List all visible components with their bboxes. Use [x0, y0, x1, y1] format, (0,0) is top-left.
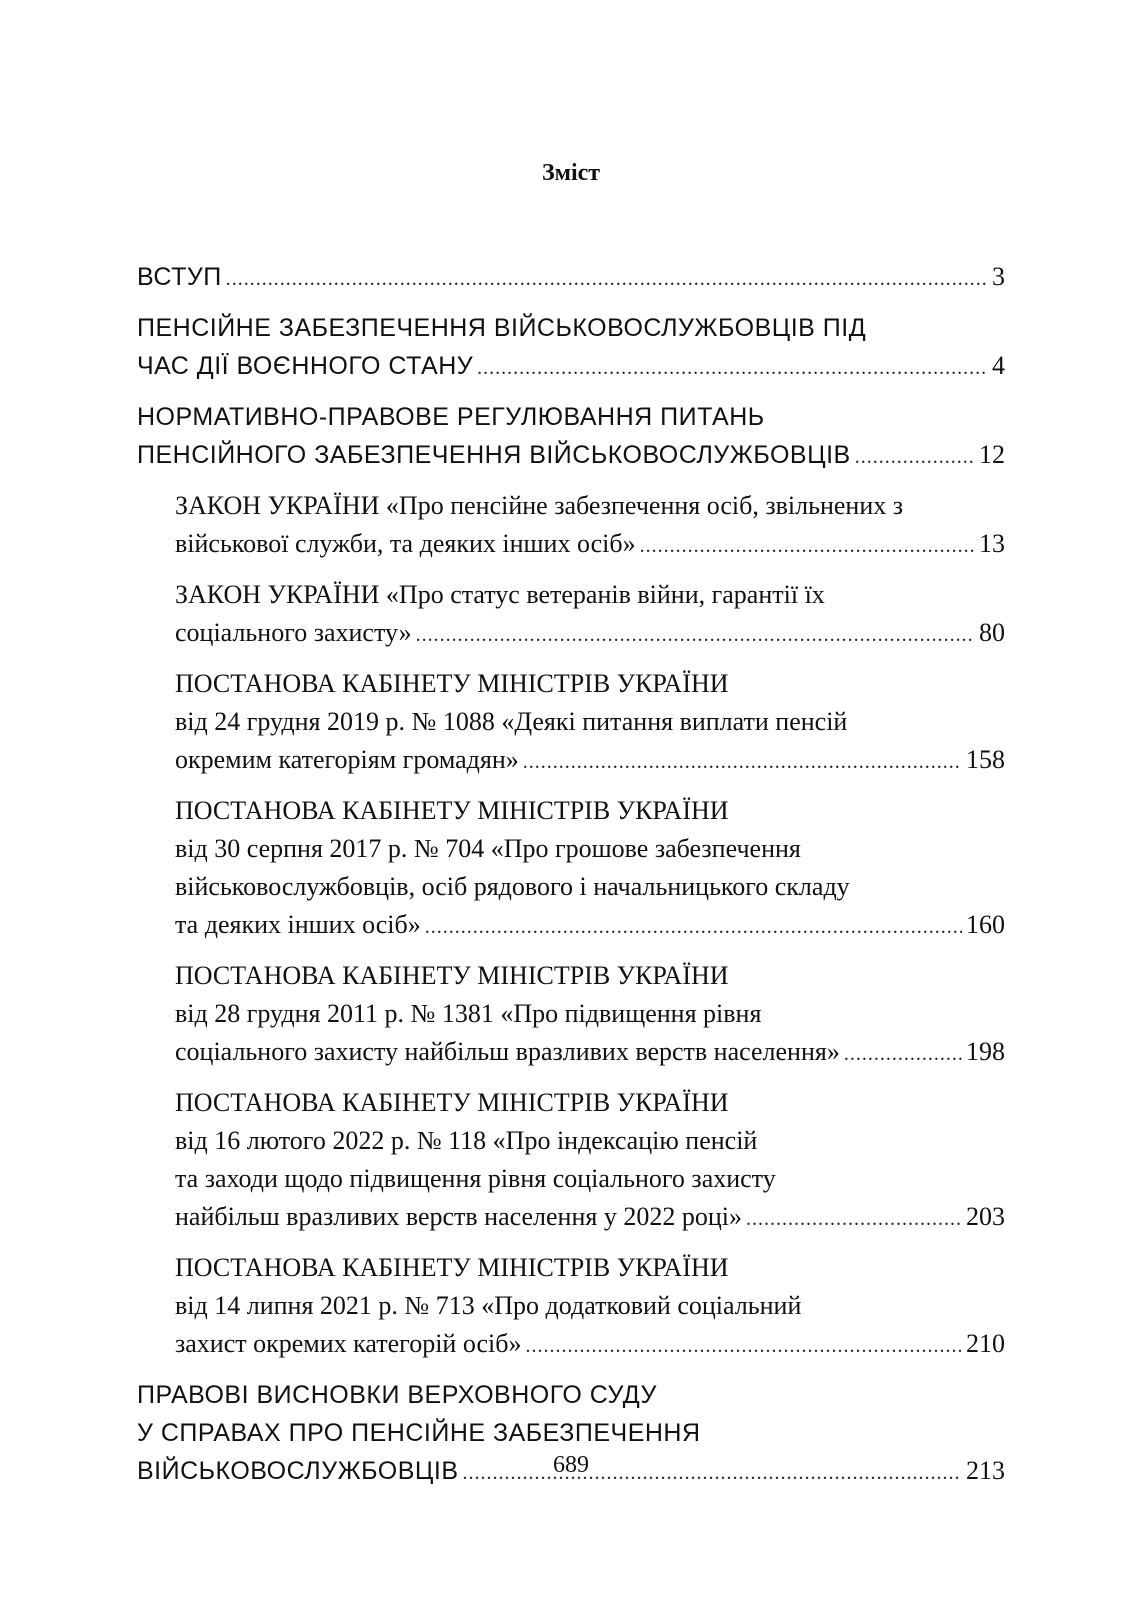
toc-entry-line — [175, 1325, 1005, 1365]
toc-page-ref: 210 — [966, 1329, 1005, 1358]
toc-page-ref: 213 — [966, 1456, 1005, 1485]
toc-entry-title: та заходи щодо підвищення рівня соціального захисту — [175, 1164, 776, 1193]
toc-entry-law-veterans[interactable] — [175, 576, 1005, 654]
toc-entry-title: та деяких інших осіб» — [175, 910, 421, 939]
toc-entry-title: від 16 лютого 2022 р. № 118 «Про індексацію пенсій — [175, 1126, 758, 1155]
leader-dots — [416, 616, 975, 654]
page-title: Зміст — [541, 160, 601, 186]
toc-page-ref: 3 — [992, 262, 1005, 291]
toc-entry-line — [175, 906, 1005, 946]
leader-dots — [844, 1035, 962, 1073]
toc-entry-line — [175, 1198, 1005, 1238]
toc-entry-title: військової служби, та деяких інших осіб» — [175, 529, 636, 558]
toc-page-ref: 13 — [979, 529, 1005, 558]
page-number: 689 — [553, 1452, 589, 1478]
toc-entry-resolution-1088[interactable] — [175, 665, 1005, 781]
toc-entry-title: ЗАКОН УКРАЇНИ «Про пенсійне забезпечення осіб, звільнених з — [175, 491, 904, 520]
toc-entry-regulation[interactable] — [137, 398, 1005, 476]
toc-page-ref: 203 — [966, 1202, 1005, 1231]
toc-entry-title: ПОСТАНОВА КАБІНЕТУ МІНІСТРІВ УКРАЇНИ — [175, 796, 729, 825]
toc-entry-title: від 28 грудня 2011 р. № 1381 «Про підвищення рівня — [175, 999, 762, 1028]
toc-entry-line — [175, 525, 1005, 565]
leader-dots — [525, 1327, 962, 1365]
toc-entry-title: ПОСТАНОВА КАБІНЕТУ МІНІСТРІВ УКРАЇНИ — [175, 1088, 729, 1117]
leader-dots — [523, 743, 962, 781]
leader-dots — [477, 349, 988, 387]
toc-entry-title: найбільш вразливих верств населення у 2022 році» — [175, 1202, 742, 1231]
leader-dots — [640, 527, 975, 565]
toc-entry-line — [137, 436, 1005, 476]
toc-entry-title: від 30 серпня 2017 р. № 704 «Про грошове забезпечення — [175, 834, 801, 863]
toc-entry-title: ПЕНСІЙНОГО ЗАБЕЗПЕЧЕННЯ ВІЙСЬКОВОСЛУЖБОВЦІВ — [137, 441, 851, 469]
toc-entry-title: захист окремих категорій осіб» — [175, 1329, 522, 1358]
toc-entry-title: соціального захисту найбільш вразливих верств населення» — [175, 1037, 840, 1066]
toc-entry-resolution-704[interactable] — [175, 792, 1005, 946]
toc-entry-title: від 14 липня 2021 р. № 713 «Про додатковий соціальний — [175, 1291, 802, 1320]
toc-entry-title: НОРМАТИВНО-ПРАВОВЕ РЕГУЛЮВАННЯ ПИТАНЬ — [137, 403, 765, 431]
toc-entry-line — [137, 347, 1005, 387]
toc-entry-title: ВСТУП — [137, 263, 222, 291]
toc-entry-resolution-118[interactable] — [175, 1084, 1005, 1238]
toc-entry-title: ПРАВОВІ ВИСНОВКИ ВЕРХОВНОГО СУДУ — [137, 1381, 657, 1409]
toc-entry-line — [175, 614, 1005, 654]
toc-entry-title: У СПРАВАХ ПРО ПЕНСІЙНЕ ЗАБЕЗПЕЧЕННЯ — [137, 1419, 701, 1447]
leader-dots — [425, 908, 962, 946]
leader-dots — [226, 260, 988, 298]
leader-dots — [855, 438, 975, 476]
toc-entry-law-pension[interactable] — [175, 487, 1005, 565]
toc-entry-title: ПОСТАНОВА КАБІНЕТУ МІНІСТРІВ УКРАЇНИ — [175, 961, 729, 990]
toc-entry-line — [175, 741, 1005, 781]
toc-page-ref: 158 — [966, 745, 1005, 774]
toc-entry-title: ЧАС ДІЇ ВОЄННОГО СТАНУ — [137, 352, 474, 380]
toc-entry-line — [137, 258, 1005, 298]
leader-dots — [746, 1200, 962, 1238]
toc-entry-title: ЗАКОН УКРАЇНИ «Про статус ветеранів війни, гарантії їх — [175, 580, 825, 609]
toc-page-ref: 12 — [979, 440, 1005, 469]
toc-page-ref: 198 — [966, 1037, 1005, 1066]
toc-entry-resolution-1381[interactable] — [175, 957, 1005, 1073]
toc-entry-title: ПОСТАНОВА КАБІНЕТУ МІНІСТРІВ УКРАЇНИ — [175, 669, 729, 698]
toc-page-ref: 160 — [966, 910, 1005, 939]
toc-entry-title: ВІЙСЬКОВОСЛУЖБОВЦІВ — [137, 1457, 459, 1485]
toc-entry-title: від 24 грудня 2019 р. № 1088 «Деякі питання виплати пенсій — [175, 707, 848, 736]
toc-entry-title: окремим категоріям громадян» — [175, 745, 519, 774]
toc-entry-title: ПОСТАНОВА КАБІНЕТУ МІНІСТРІВ УКРАЇНИ — [175, 1253, 729, 1282]
toc-entry-title: соціального захисту» — [175, 618, 412, 647]
toc-entry-line — [175, 1033, 1005, 1073]
toc-entry-title: ПЕНСІЙНЕ ЗАБЕЗПЕЧЕННЯ ВІЙСЬКОВОСЛУЖБОВЦІВ ПІД — [137, 314, 867, 342]
toc-entry-title: військовослужбовців, осіб рядового і начальницького складу — [175, 872, 850, 901]
toc-page-ref: 4 — [992, 351, 1005, 380]
table-of-contents — [137, 258, 1005, 1492]
toc-entry-pension-martial-law[interactable] — [137, 309, 1005, 387]
toc-page-ref: 80 — [979, 618, 1005, 647]
toc-entry-resolution-713[interactable] — [175, 1249, 1005, 1365]
toc-entry-intro[interactable] — [137, 258, 1005, 298]
